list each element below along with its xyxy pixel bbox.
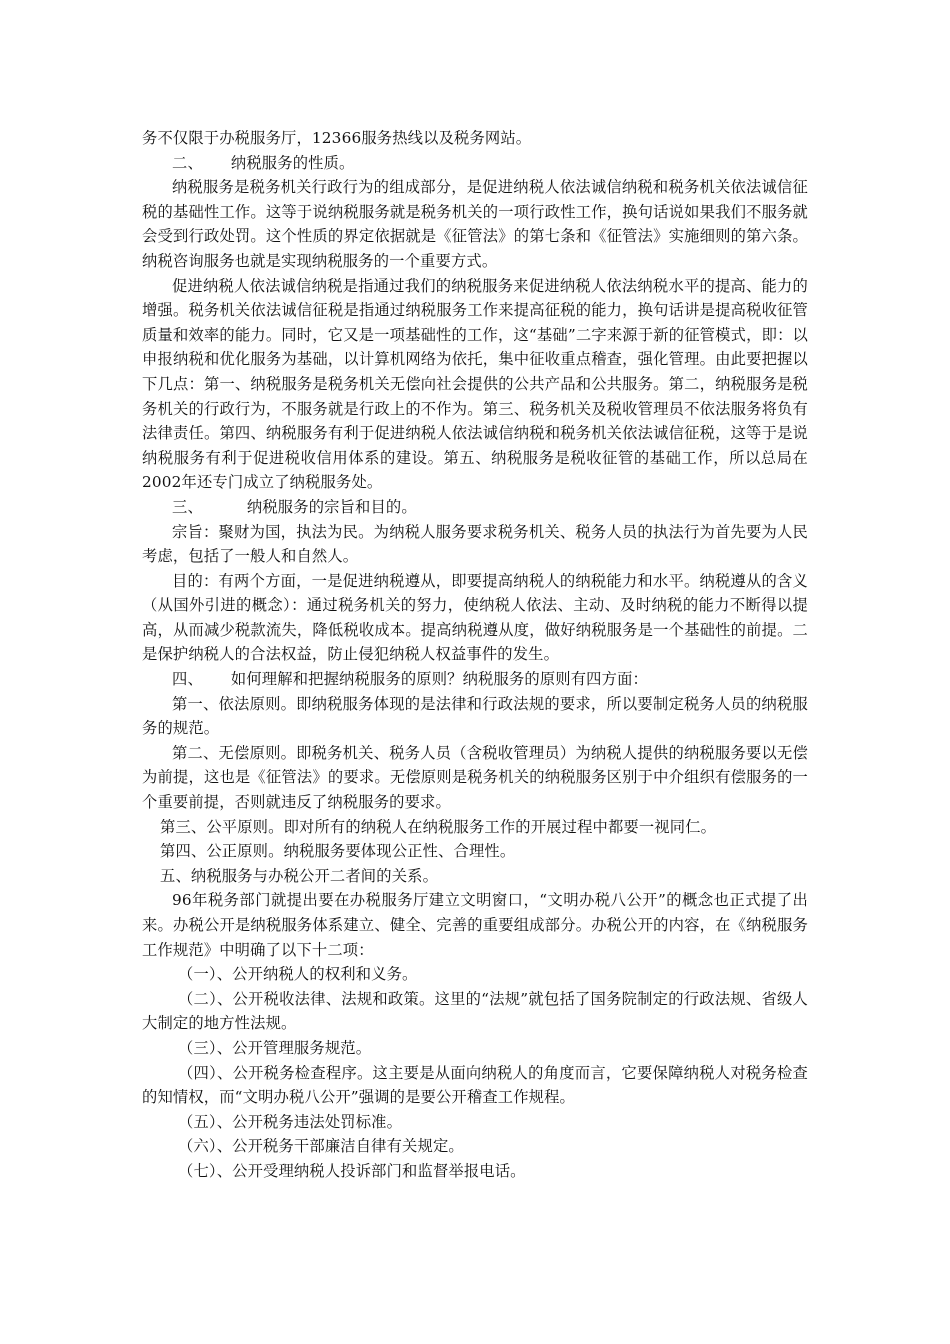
text: 96年税务部门就提出要在办税服务厅建立文明窗口，“文明办税八公开”的概念也正式提了出来。办税公开是纳税服务体系建立、健全、完善的重要组成部分。办税公开的内容，在《纳税服务工作规范》中明确了以下十二项：	[142, 891, 808, 959]
section-number: 四、	[172, 670, 203, 689]
section-heading-5	[142, 864, 808, 889]
text: 纳税服务是税务机关行政行为的组成部分，是促进纳税人依法诚信纳税和税务机关依法诚信征税的基础性工作。这等于说纳税服务就是税务机关的一项行政性工作，换句话说如果我们不服务就会受到行政处罚。这个性质的界定依据就是《征管法》的第七条和《征管法》实施细则的第六条。纳税咨询服务也就是实现纳税服务的一个重要方式。	[142, 178, 808, 270]
text: 第三、公平原则。即对所有的纳税人在纳税服务工作的开展过程中都要一视同仁。	[160, 817, 717, 836]
paragraph-openness	[142, 888, 808, 962]
text: 第二、无偿原则。即税务机关、税务人员（含税收管理员）为纳税人提供的纳税服务要以无偿为前提，这也是《征管法》的要求。无偿原则是税务机关的纳税服务区别于中介组织有偿服务的一个重要前提，否则就违反了纳税服务的要求。	[142, 743, 808, 812]
list-item-7	[142, 1159, 808, 1184]
text: 第一、依法原则。即纳税服务体现的是法律和行政法规的要求，所以要制定税务人员的纳税服务的规范。	[142, 694, 808, 738]
paragraph-principle-1	[142, 692, 808, 741]
text: 第四、公正原则。纳税服务要体现公正性、合理性。	[160, 842, 516, 861]
section-number: 三、	[172, 497, 203, 516]
paragraph-continuation	[142, 126, 808, 151]
text: （二）、公开税收法律、法规和政策。这里的“法规”就包括了国务院制定的行政法规、省级人大制定的地方性法规。	[142, 989, 808, 1033]
text: 促进纳税人依法诚信纳税是指通过我们的纳税服务来促进纳税人依法纳税水平的提高、能力的增强。税务机关依法诚信征税是指通过纳税服务工作来提高征税的能力，换句话讲是提高税收征管质量和效率的能力。同时，它又是一项基础性的工作，这“基础”二字来源于新的征管模式，即：以申报纳税和优化服务为基础，以计算机网络为依托，集中征收重点稽查，强化管理。由此要把握以下几点：第一、纳税服务是税务机关无偿向社会提供的公共产品和公共服务。第二，纳税服务是税务机关的行政行为，不服务就是行政上的不作为。第三、税务机关及税收管理员不依法服务将负有法律责任。第四、纳税服务有利于促进纳税人依法诚信纳税和税务机关依法诚信征税，这等于是说纳税服务有利于促进税收信用体系的建设。第五、纳税服务是税收征管的基础工作，所以总局在2002年还专门成立了纳税服务处。	[142, 276, 808, 492]
paragraph-promotion	[142, 274, 808, 495]
text: （七）、公开受理纳税人投诉部门和监督举报电话。	[178, 1161, 526, 1180]
text: （四）、公开税务检查程序。这主要是从面向纳税人的角度而言，它要保障纳税人对税务检查的知情权，而“文明办税八公开”强调的是要公开稽查工作规程。	[142, 1063, 808, 1107]
document-body	[142, 126, 808, 1184]
section-title: 纳税服务的性质。	[230, 153, 355, 172]
text: 宗旨：聚财为国，执法为民。为纳税人服务要求税务机关、税务人员的执法行为首先要为人民考虑，包括了一般人和自然人。	[142, 522, 808, 566]
paragraph-tenet	[142, 520, 808, 569]
list-item-6	[142, 1134, 808, 1159]
text: （六）、公开税务干部廉洁自律有关规定。	[178, 1137, 464, 1156]
paragraph-principle-2	[142, 741, 808, 815]
section-title: 如何理解和把握纳税服务的原则？纳税服务的原则有四方面：	[230, 670, 648, 689]
paragraph-principle-3	[142, 815, 808, 840]
text: （三）、公开管理服务规范。	[178, 1038, 372, 1057]
list-item-4	[142, 1061, 808, 1110]
text: （一）、公开纳税人的权利和义务。	[178, 965, 418, 984]
paragraph-nature	[142, 175, 808, 273]
text: 务不仅限于办税服务厅，12366服务热线以及税务网站。	[142, 129, 532, 147]
list-item-1	[142, 962, 808, 987]
section-heading-4	[142, 667, 808, 692]
list-item-5	[142, 1110, 808, 1135]
section-title: 纳税服务的宗旨和目的。	[246, 497, 417, 516]
section-heading-2	[142, 151, 808, 176]
section-number: 二、	[172, 153, 203, 172]
paragraph-principle-4	[142, 839, 808, 864]
list-item-2	[142, 987, 808, 1036]
text: （五）、公开税务违法处罚标准。	[178, 1112, 403, 1131]
section-heading-3	[142, 495, 808, 520]
list-item-3	[142, 1036, 808, 1061]
paragraph-purpose	[142, 569, 808, 667]
text: 目的：有两个方面，一是促进纳税遵从，即要提高纳税人的纳税能力和水平。纳税遵从的含义（从国外引进的概念）：通过税务机关的努力，使纳税人依法、主动、及时纳税的能力不断得以提高，从而减少税款流失，降低税收成本。提高纳税遵从度，做好纳税服务是一个基础性的前提。二是保护纳税人的合法权益，防止侵犯纳税人权益事件的发生。	[142, 571, 808, 664]
section-title: 五、纳税服务与办税公开二者间的关系。	[160, 866, 439, 885]
